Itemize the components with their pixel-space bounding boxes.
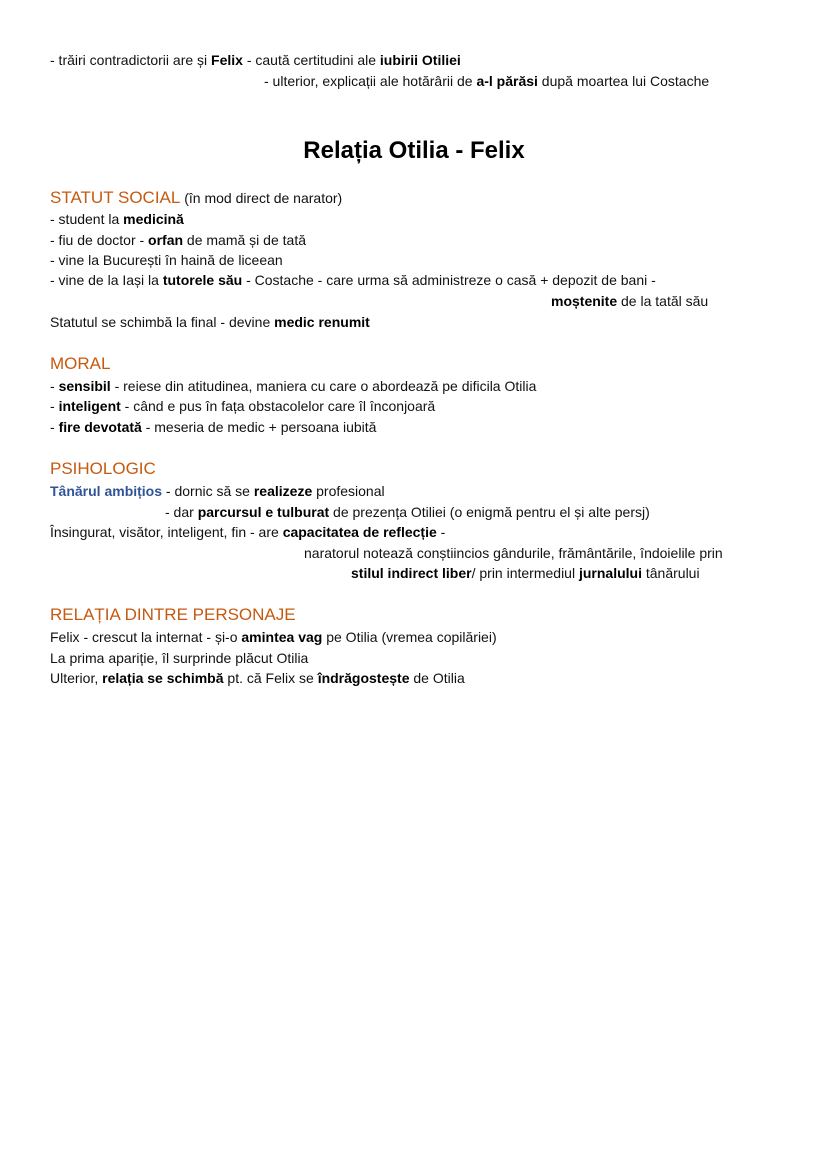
moral-line-2-text: - când e pus în fața obstacolelor care îl înconjoară <box>120 398 436 414</box>
relatia-line-3-text-2: pt. că Felix se <box>223 670 318 686</box>
psiho-line-2-bold: parcursul e tulburat <box>197 504 330 520</box>
relatia-line-1-text-2: pe Otilia (vremea copilăriei) <box>322 629 497 645</box>
relatia-line-3-text-3: de Otilia <box>409 670 465 686</box>
statut-line-5-bold: moștenite <box>551 293 618 309</box>
intro-line-1-text-2: - caută certitudini ale <box>242 52 380 68</box>
intro-line-1-bold-felix: Felix <box>211 52 243 68</box>
psiho-line-2-text-2: de prezența Otiliei (o enigmă pentru el și alte persj) <box>329 504 650 520</box>
psiho-line-3-bold: capacitatea de reflecție <box>282 524 437 540</box>
section-heading-statut <box>50 187 342 209</box>
statut-line-2 <box>50 230 306 250</box>
moral-line-1 <box>50 376 536 396</box>
statut-line-3-text: - vine la București în haină de liceean <box>50 252 283 268</box>
statut-line-1-text: - student la <box>50 211 124 227</box>
statut-line-1 <box>50 209 184 229</box>
moral-line-1-bold: sensibil <box>58 378 111 394</box>
statut-line-2-bold: orfan <box>148 232 184 248</box>
moral-line-2-dash: - <box>50 398 59 414</box>
psiho-line-1-highlight: Tânărul ambițios <box>50 483 163 499</box>
statut-line-4-bold: tutorele său <box>162 272 243 288</box>
relatia-line-1 <box>50 627 497 647</box>
page-title: Relația Otilia - Felix <box>303 137 525 164</box>
psiho-line-2-text: - dar <box>165 504 198 520</box>
psiho-line-5-bold-2: jurnalului <box>578 565 642 581</box>
relatia-line-3-bold: relația se schimbă <box>102 670 224 686</box>
moral-line-2 <box>50 396 435 416</box>
moral-line-1-dash: - <box>50 378 59 394</box>
statut-line-6 <box>50 312 370 332</box>
relatia-line-1-text: Felix - crescut la internat - și-o <box>50 629 242 645</box>
moral-line-1-text: - reiese din atitudinea, maniera cu care o abordează pe dificila Otilia <box>110 378 537 394</box>
relatia-line-3-bold-2: îndrăgostește <box>317 670 410 686</box>
psiho-line-5-text-2: tânărului <box>641 565 700 581</box>
intro-line-1-bold-iubirii: iubirii Otiliei <box>379 52 461 68</box>
statut-line-6-text: Statutul se schimbă la final - devine <box>50 314 275 330</box>
psiho-line-3-text-2: - <box>436 524 446 540</box>
psiho-line-1-bold: realizeze <box>253 483 313 499</box>
intro-line-2 <box>264 71 709 91</box>
moral-line-3-text: - meseria de medic + persoana iubită <box>141 419 377 435</box>
psiho-line-2 <box>165 502 650 522</box>
relatia-line-3-text: Ulterior, <box>50 670 103 686</box>
relatia-line-1-bold: amintea vag <box>241 629 323 645</box>
psiho-line-4-text: naratorul notează conștiincios gândurile, frământările, îndoielile prin <box>304 545 723 561</box>
psiho-line-5 <box>351 563 700 583</box>
statut-line-3 <box>50 250 283 270</box>
moral-line-3-bold: fire devotată <box>58 419 142 435</box>
moral-line-2-bold: inteligent <box>58 398 121 414</box>
statut-heading-label: STATUT SOCIAL <box>50 188 181 207</box>
statut-line-4-text-2: - Costache - care urma să administreze o casă + depozit de bani - <box>242 272 656 288</box>
relatia-line-2-text: La prima apariție, îl surprinde plăcut Otilia <box>50 650 309 666</box>
statut-line-4 <box>50 270 656 290</box>
moral-line-3-dash: - <box>50 419 59 435</box>
psiho-line-1 <box>50 481 385 501</box>
statut-line-5-text: de la tatăl său <box>617 293 709 309</box>
intro-line-1-text: - trăiri contradictorii are și <box>50 52 212 68</box>
intro-line-2-text-2: după moartea lui Costache <box>537 73 710 89</box>
intro-line-2-bold: a-l părăsi <box>476 73 538 89</box>
psiho-line-3 <box>50 522 445 542</box>
section-heading-psihologic: PSIHOLOGIC <box>50 459 156 478</box>
psiho-line-5-text: / prin intermediul <box>471 565 579 581</box>
psiho-line-1-text-2: profesional <box>312 483 385 499</box>
moral-line-3 <box>50 417 376 437</box>
relatia-line-3 <box>50 668 465 688</box>
statut-line-6-bold: medic renumit <box>274 314 370 330</box>
section-heading-relatia: RELAȚIA DINTRE PERSONAJE <box>50 605 296 624</box>
psiho-line-3-text: Însingurat, visător, inteligent, fin - are <box>50 524 283 540</box>
relatia-line-2 <box>50 648 308 668</box>
statut-line-2-text: - fiu de doctor - <box>50 232 149 248</box>
psiho-line-5-bold: stilul indirect liber <box>351 565 472 581</box>
statut-line-4-text: - vine de la Iași la <box>50 272 163 288</box>
statut-line-2-text-2: de mamă și de tată <box>183 232 306 248</box>
statut-heading-note: (în mod direct de narator) <box>180 190 343 206</box>
statut-line-5 <box>551 291 708 311</box>
psiho-line-1-text: - dornic să se <box>162 483 254 499</box>
intro-line-2-text: - ulterior, explicații ale hotărârii de <box>264 73 477 89</box>
section-heading-moral: MORAL <box>50 354 111 373</box>
intro-line-1 <box>50 50 461 70</box>
psiho-line-4 <box>304 543 723 563</box>
statut-line-1-bold: medicină <box>123 211 184 227</box>
